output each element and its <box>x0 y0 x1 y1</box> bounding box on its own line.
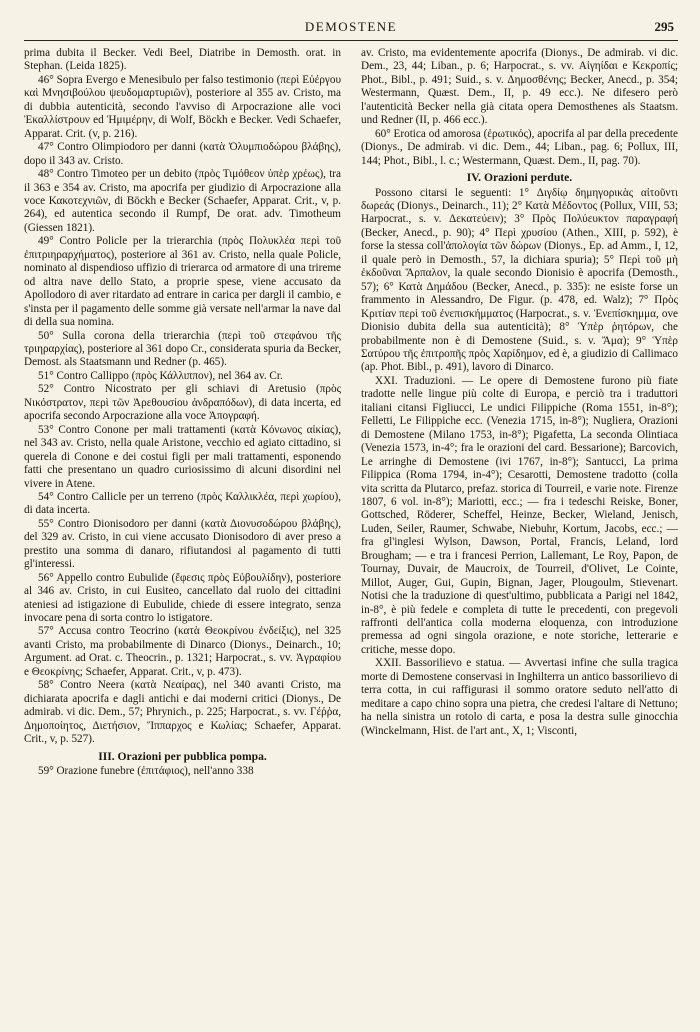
entry-53: 53° Contro Conone per mali trattamenti (κατὰ Κόνωνος αἰκίας), nel 343 av. Cristo, nella quale Aristone, vecchio ed agiato cittadino, si querela di Conone e dei costui figli per mali trattamenti, esponendo fatti che presentano un quadro curiosissimo di alcuni disordini nel vivere in Atene. <box>24 423 341 490</box>
entry-48: 48° Contro Timoteo per un debito (πρὸς Τιμόθεον ὑπὲρ χρέως), tra il 363 e 354 av. Cristo, ma apocrifa per giudizio di Arpocrazione alla voce Κακοτεχνιῶν, di Böckh e Becker (Schaefer, Apparat. Crit., v, p. 264), ed autentica secondo il Rumpf, De orat. adv. Timotheum (Giessen 1821). <box>24 168 341 234</box>
section-heading-iii: III. Orazioni per pubblica pompa. <box>98 749 267 763</box>
entry-55: 55° Contro Dionisodoro per danni (κατὰ Διονυσοδώρου βλάβης), del 329 av. Cristo, in cui viene accusato Dionisodoro di aver preso a prestito una somma di danaro, rifiutandosi al pagamento di tutti gl'interessi. <box>24 517 341 571</box>
section-heading-iv: IV. Orazioni perdute. <box>466 171 573 185</box>
entry-46: 46° Sopra Evergo e Menesibulo per falso testimonio (περὶ Εὐέργου καὶ Μνησιβούλου ψευδομαρτυριῶν), posteriore al 355 av. Cristo, ma di dubbia autenticità, secondo l'avviso di Arpocrazione alle voci Ἐκαλλίστρουν ed Ἡμιμέρην, di Wolf, Böckh e Becker. Vedi Schaefer, Apparat. Crit. (v, p. 216). <box>24 73 341 140</box>
continuation-paragraph: av. Cristo, ma evidentemente apocrifa (Dionys., De admirab. vi dic. Dem., 23, 44; Liban., p. 6; Harpocrat., s. vv. Αἰγηίδαι e Κεκροπίς; Phot., Bibl., p. 491; Suid., s. v. Δημοσθένης; Becker, Anecd., p. 354; Westermann, Quæst. Dem., II, p. 49 ecc.). Ne difesero però l'autenticità Becker nella già citata opera Demosthenes als Staatsm. und Redner (II, p. 466 ecc.). <box>361 47 678 127</box>
right-column <box>361 47 678 1032</box>
paragraph: prima dubita il Becker. Vedi Beel, Diatribe in Demosth. orat. in Stephan. (Leida 1825). <box>24 47 341 73</box>
page-number: 295 <box>654 19 674 34</box>
bas-relief-paragraph: XXII. Bassorilievo e statua. — Avvertasi infine che sulla tragica morte di Demostene conservasi in Inghilterra un antico bassorilievo di terra cotta, in cui raffigurasi il sommo oratore seduto nell'atto di meditare a capo chino sopra una pietra, che credesi l'altare di Nettuno; ha nella sinistra un rotolo di carta, e posa la destra sulle ginocchia (Winckelmann, Hist. de l'art ant., X, 1; Visconti, <box>361 657 678 737</box>
entry-47: 47° Contro Olimpiodoro per danni (κατὰ Ὀλυμπιοδώρου βλάβης), dopo il 343 av. Cristo. <box>24 141 341 167</box>
entry-60: 60° Erotica od amorosa (ἐρωτικός), apocrifa al par della precedente (Dionys., De admirab. vi dic. Dem., 44; Liban., pag. 6; Pollux, III, 144; Phot., Bibl., l. c.; Westermann, Quæst. Dem., II, pag. 70). <box>361 127 678 167</box>
entry-54: 54° Contro Callicle per un terreno (πρὸς Καλλικλέα, περὶ χωρίου), di data incerta. <box>24 490 341 517</box>
running-head: DEMOSTENE <box>304 19 398 34</box>
translations-paragraph: XXI. Traduzioni. — Le opere di Demostene furono più fiate tradotte nelle lingue più colte di Europa, e perciò tra i traduttori italiani citansi Figliucci, Le undici Filippiche (Roma 1551, in-8°); Felletti, Le Filippiche ecc. (Venezia 1715, in-8°); Nugliera, Orazioni di Demostene (Milano 1753, in-8°); Pigafetta, La seconda Olintiaca (Venezia 1573, in-4°; fra le orazioni del card. Bessarione); Barcovich, Le arringhe di Demostene (ivi 1767, in-8°); Santucci, La prima Filippica (Roma 1794, in-4°); Cesarotti, Demostene tradotto (colla vita scritta da Plutarco, prefaz. storica di Tourreil, e varie note. Firenze 1807, 6 vol. in-8°); Mariotti, ecc.; — fra i tedeschi Reiske, Boner, Gottsched, Röderer, Scheffel, Heinze, Becker, Wieland, Jenisch, Luden, Seiler, Raumer, Schwabe, Niebuhr, Kortum, Jacobs, ecc.; — fra gl'inglesi Wylson, Dawson, Portal, Francis, Leland, lord Brougham; — e tra i francesi Perrion, Lallemant, Le Roy, Papon, de Tournay, Duvair, de Maucroix, de Tourreil, d'Olivet, Le Cointe, Millot, Auger, Gui, Gupin, Bignan, Jager, Plougoulm, Stievenart. Notisi che la traduzione di quest'ultimo, pubblicata a Parigi nel 1842, in-8°, è più fedele e completa di tutte le precedenti, con pregevoli raffronti dell'antica colla moderna eloquenza, con introduzione premessa ad ogni singola orazione, e note storiche, letterarie e critiche, messe dopo. <box>361 374 678 656</box>
entry-56: 56° Appello contro Eubulide (ἔφεσις πρὸς Εὐβουλίδην), posteriore al 346 av. Cristo, in cui Eusiteo, cancellato dal ruolo dei cittadini ateniesi ad istigazione di Eubulide, chiede di essere integrato, senza invocare pena di sorta contro lo istigatore. <box>24 571 341 625</box>
entry-52: 52° Contro Nicostrato per gli schiavi di Aretusio (πρὸς Νικόστρατον, περὶ τῶν Ἀρεθουσίου ἀνδραπόδων), di data incerta, ed apocrifa secondo Arpocrazione alla voce Ἀπογραφή. <box>24 383 341 423</box>
entry-49: 49° Contro Policle per la trierarchia (πρὸς Πολυκλέα περὶ τοῦ ἐπιτριηραρχήματος), posteriore al 361 av. Cristo, nella quale Policle, nominato al dispendioso uffizio di trierarca od armatore di una trireme od altra nave dello Stato, a proprie spese, viene accusato da Apollodoro di aver ritardato ad entrare in carica per dargli il cambio, e s'insta per il pagamento delle somme già versate nell'armar la nave dal di della sua nomina. <box>24 235 341 329</box>
entry-58: 58° Contro Neera (κατὰ Νεαίρας), nel 340 avanti Cristo, ma dichiarata apocrifa e dagli antichi e dai moderni critici (Dionys., De admirab. vi dic. Dem., 57; Phrynich., p. 225; Harpocrat., s. vv. Γέῤῥα, Δημοποίητος, Διετήσιον, Ἵππαρχος e Κωλίας; Schaefer, Apparat. Crit., v, p. 527). <box>24 679 341 746</box>
page-header <box>24 18 678 41</box>
lost-orations-paragraph: Possono citarsi le seguenti: 1° Διγδίῳ δημηγορικὰς αἰτοῦντι δωρεάς (Dionys., Deinarch., 11); 2° Κατὰ Μέδοντος (Pollux, VIII, 53; Harpocrat., s. v. Δεκατεύειν); 3° Πρὸς Πολύευκτον παραγραφή (Becker, Anecd., p. 90); 4° Περὶ χρυσίου (Athen., XIII, p. 592), è forse la stessa coll'ἀπολογία τῶν δώρων (Dionys., Ep. ad Amm., I, 12, il quale però in Demosth., 57, la dichiara spuria); 5° Περὶ τοῦ μὴ ἐκδοῦναι Ἅρπαλον, la quale secondo Dionisio è apocrifa (Demosth., 57); 6° Κατὰ Δημάδου (Becker, Anecd., p. 335): ne esiste forse un frammento in Alessandro, De Figur. (p. 478, ed. Walz); 7° Πρὸς Κριτίαν περὶ τοῦ ἐνεπισκήμματος (Harpocrat., s. v. Ἐνεπίσκημμα, ove Dionisio dubita della sua autenticità); 8° Ὑπὲρ ῥητόρων, che probabilmente non è di Demostene (Suid., s. v. Ἄμα); 9° Ὑπὲρ Σατύρου τῆς ἐπιτροπῆς πρὸς Χαρίδημον, ed è, a giudizio di Callimaco (ap. Phot. Bibl., p. 491), lavoro di Dinarco. <box>361 186 678 374</box>
entry-59: 59° Orazione funebre (ἐπιτάφιος), nell'anno 338 <box>38 765 254 778</box>
entry-51: 51° Contro Callippo (πρὸς Κάλλιππον), nel 364 av. Cr. <box>38 369 283 382</box>
text-columns <box>24 47 678 1032</box>
left-column <box>24 47 341 1032</box>
entry-57: 57° Accusa contro Teocrino (κατὰ Θεοκρίνου ἐνδείξις), nel 325 avanti Cristo, ma probabilmente di Dinarco (Dionys., Deinarch., 10; Argument. ad Orat. c. Theocrin., p. 1321; Harpocrat., s. vv. Ἀγραφίου e Θεοκρίνης; Schaefer, Apparat. Crit., v, p. 473). <box>24 625 341 678</box>
entry-50: 50° Sulla corona della trierarchia (περὶ τοῦ στεφάνου τῆς τριηραρχίας), posteriore al 361 dopo Cr., considerata spuria da Becker, Demost. als Staatsmann und Redner (p. 465). <box>24 329 341 369</box>
